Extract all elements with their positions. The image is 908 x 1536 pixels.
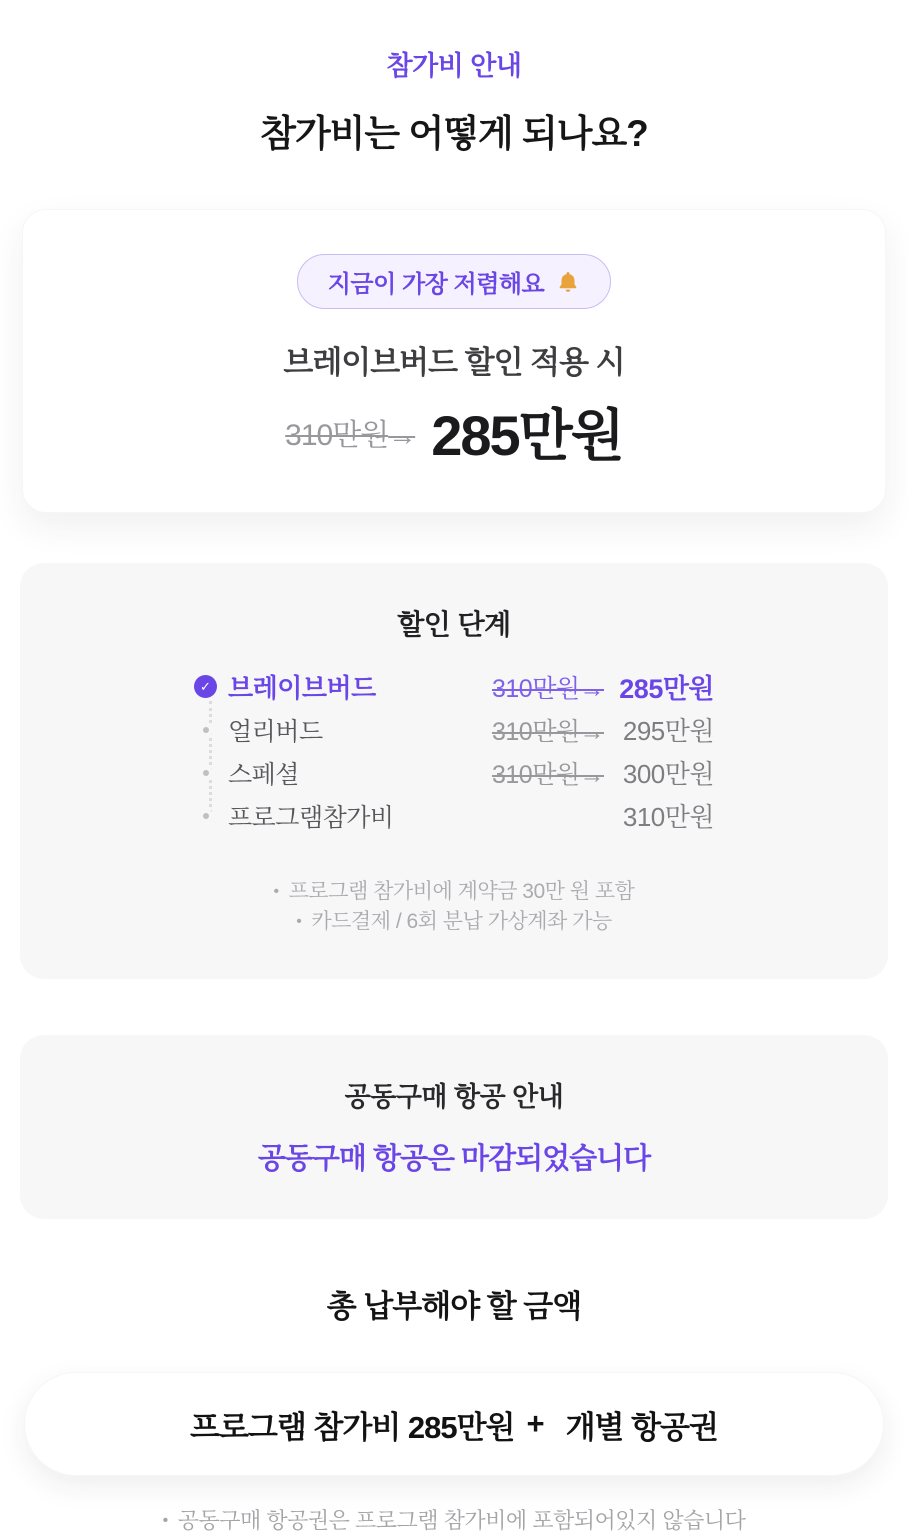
arrow-icon: → [579, 674, 604, 703]
dot-icon [203, 770, 209, 776]
cheapest-now-badge-label: 지금이 가장 저렴해요 [327, 271, 545, 298]
check-icon: ✓ [194, 675, 217, 698]
tier-label: 프로그램참가비 [228, 803, 394, 832]
tier-marker [194, 675, 228, 698]
total-summary-fee: 프로그램 참가비 285만원 [190, 1409, 515, 1445]
page-title: 참가비는 어떻게 되나요? [260, 113, 648, 154]
tier-original-price: 310만원→ [491, 674, 604, 703]
arrow-icon: → [579, 760, 604, 789]
hero-price-card [22, 209, 886, 513]
hero-subtitle: 브레이브버드 할인 적용 시 [283, 345, 625, 380]
total-payable-summary [190, 1402, 718, 1447]
tier-prices [492, 711, 714, 748]
tier-row-program-fee [194, 794, 714, 837]
note-line [20, 907, 888, 937]
tier-price: 295만원 [622, 716, 714, 746]
section-eyebrow: 참가비 안내 [386, 51, 522, 81]
arrow-icon: → [388, 420, 416, 451]
note-text: 카드결제 / 6회 분납 가상계좌 가능 [311, 910, 612, 933]
tier-label: 브레이브버드 [228, 673, 376, 703]
note-text: 공동구매 항공권은 프로그램 참가비에 포함되어있지 않습니다 [177, 1508, 746, 1533]
tier-row-earlybird [194, 708, 714, 751]
bell-icon [556, 270, 580, 294]
discount-tiers-card [20, 563, 888, 979]
tier-original-price: 310만원→ [491, 760, 604, 789]
group-flight-status: 공동구매 항공은 마감되었습니다 [257, 1143, 651, 1175]
tier-label: 얼리버드 [228, 717, 323, 746]
hero-discounted-price: 285만원 [431, 404, 623, 467]
tier-prices [492, 667, 714, 706]
group-flight-title: 공동구매 항공 안내 [344, 1082, 564, 1112]
tier-price: 300만원 [622, 759, 714, 789]
dot-icon [203, 727, 209, 733]
note-text: 프로그램 참가비에 계약금 30만 원 포함 [288, 880, 635, 903]
tier-prices [604, 797, 714, 834]
tier-marker [194, 770, 228, 776]
total-payable-pill [24, 1372, 884, 1476]
plus-sign: + [526, 1406, 544, 1441]
arrow-icon: → [579, 717, 604, 746]
tier-label: 스페셜 [228, 760, 299, 789]
cheapest-now-badge [297, 254, 612, 309]
tier-price: 310만원 [622, 802, 714, 832]
note-line [20, 877, 888, 907]
group-flight-card [20, 1035, 888, 1219]
bullet-icon: • [162, 1512, 168, 1529]
tier-row-special [194, 751, 714, 794]
tier-marker [194, 727, 228, 733]
hero-price-row [23, 392, 885, 472]
bottom-note [0, 1506, 908, 1536]
tier-marker [194, 813, 228, 819]
tier-prices [492, 754, 714, 791]
note-line [0, 1506, 908, 1536]
discount-notes [20, 877, 888, 937]
discount-tier-list [194, 665, 714, 837]
tier-row-bravebird [194, 665, 714, 708]
discount-tiers-title: 할인 단계 [397, 609, 511, 640]
total-payable-title: 총 납부해야 할 금액 [326, 1289, 582, 1324]
hero-original-price: 310만원→ [285, 419, 416, 452]
bullet-icon: • [273, 883, 279, 900]
tier-original-price: 310만원→ [491, 717, 604, 746]
tier-price: 285만원 [619, 674, 714, 704]
dot-icon [203, 813, 209, 819]
total-summary-airfare: 개별 항공권 [565, 1409, 718, 1445]
bullet-icon: • [296, 913, 302, 930]
